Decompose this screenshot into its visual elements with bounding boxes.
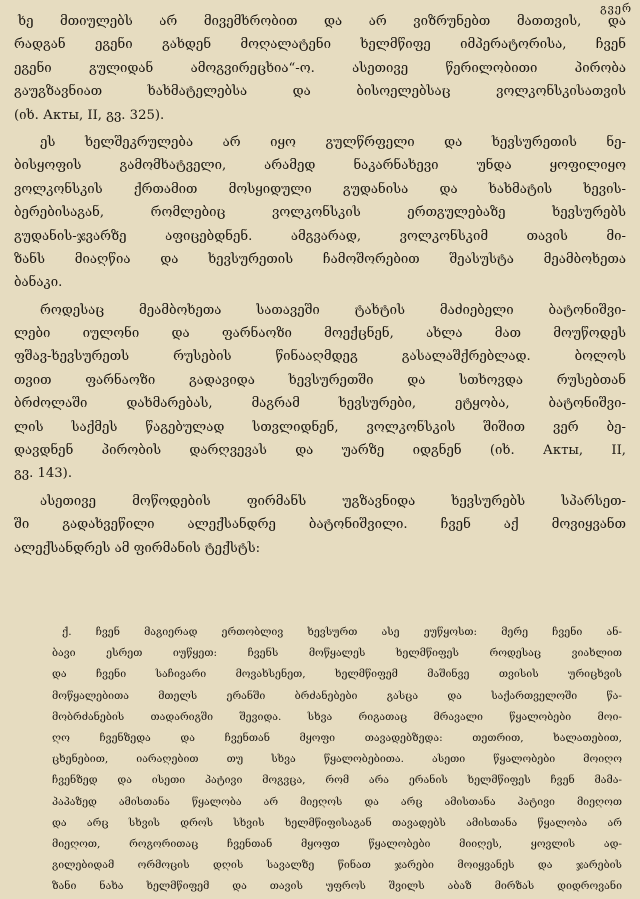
text-line: რადგან ეგენი გახდენ მოღალატენი ხელმწიფე იმპერატორისა, ჩვენ [14, 37, 626, 53]
quote-line: მოწყალებითა მთელს ერანში ბრძანებები გასცა და საქართველოში წა- [52, 689, 622, 702]
paragraph-1 [14, 10, 626, 127]
paragraph-2 [14, 131, 626, 295]
quote-line: გილებიდამ ორმოცის დღის სავალზე წინათ ჯარები მოიყვანეს და ჯარების [52, 859, 622, 872]
text-line: როდესაც მეამბოხეთა სათავეში ტახტის მაძიებელი ბატონიშვი- [40, 302, 626, 318]
text-line: დავდნენ პირობის დარღვევას და უარზე იდგნენ (იხ. Акты, II, [14, 443, 626, 459]
quote-line: და არც სხვის დროს სხვის ხელმწიფისაგან თავადებს ამისთანა წყალობა არ [52, 816, 622, 829]
quote-line: ბავი ესრეთ იუწყეთ: ჩვენს მოწყალეს ხელმწიფეს როდესაც ვიახლით [52, 647, 622, 660]
text-line: გვ. 143). [14, 466, 73, 482]
text-line: ეგენი გულიდან ამოგვირეცხია“-ო. ასეთივე წერილობითი პირობა [14, 60, 626, 76]
text-line: ლები იულონი და ფარნაოზი მოექცნენ, ახლა მათ მოუწოდეს [14, 326, 626, 342]
paragraph-3 [14, 299, 626, 486]
text-line: ხე მთიულებს არ მივემხრობით და არ ვიზრუნებთ მათთვის, და [18, 14, 626, 29]
body-text [14, 10, 626, 560]
text-line: ალექსანდრეს ამ ფირმანის ტექსტს: [14, 540, 261, 556]
text-line: ში გადახვეწილი ალექსანდრე ბატონიშვილი. ჩვენ აქ მოვიყვანთ [14, 517, 626, 533]
quote-line: ქ. ჩვენ მაგიერად ერთობლივ ხევსურთ ასე ეუწყოსთ: მერე ჩვენი ან- [62, 626, 622, 638]
quote-line: მიეღოთ, როგორითაც ჩვენთან მყოფთ წყალობები მიიღეს, ყოვლის ად- [52, 837, 622, 850]
page-number: გვერ [600, 2, 632, 15]
text-line: ფშავ-ხევსურეთს რუსების წინააღმდეგ გასალაშქრებლად. ბოლოს [14, 349, 626, 365]
text-line: ასეთივე მოწოდების ფირმანს უგზავნიდა ხევსურებს სპარსეთ- [40, 493, 626, 509]
firman-quote [52, 622, 622, 897]
quote-line: პაპაზედ ამისთანა წყალობა არ მიეღოს და არც ამისთანა პატივი მიეღოთ [52, 795, 622, 808]
quote-line: მობრძანების თადარიგში შევიდა. სხვა რიგათაც მრავალი წყალობები მოი- [52, 710, 622, 723]
text-line: ბერებისაგან, რომლებიც ვოლკონსკის ერთგულებაზე ხევსურებს [14, 205, 626, 221]
text-line: ბისყოფის გამომხატველი, არამედ ნაკარნახევი უნდა ყოფილიყო [14, 158, 626, 174]
text-line: ზანს მიაღწია და ხევსურეთის ჩამოშორებით შეასუსტა მეამბოხეთა [14, 251, 626, 267]
paragraph-4 [14, 490, 626, 560]
quote-line: ჩვენზედ და ისეთი პატივი მოგვცა, რომ არა ერანის ხელმწიფეს ჩვენ მამა- [52, 774, 622, 787]
quote-line: ღო ჩვენზედა და ჩვენთან მყოფი თავადებზედა: თეთრით, ხალათებით, [52, 731, 622, 744]
quote-line: ზანი ნახა ხელმწიფემ და თავის უფროს შვილს აბაზ მირზას დიდროვანი [52, 880, 622, 893]
text-line: თვით ფარნაოზი გადავიდა ხევსურეთში და სთხოვდა რუსებთან [14, 372, 626, 388]
text-line: გუდანის-ჯვარზე აფიცებდნენ. ამგვარად, ვოლკონსკიმ თავის მი- [14, 228, 626, 244]
text-line: ვოლკონსკის ქრთამით მოსყიდული გუდანისა და ხახმატის ხევის- [14, 181, 626, 197]
quote-line: ცხენებით, იარაღებით თუ სხვა წყალობებითა. ასეთი წყალობები მოიღო [52, 753, 622, 766]
quote-line: და ჩვენი საჩივარი მოვახსენეთ, ხელმწიფემ მაშინვე თვისის ურიცხვის [52, 668, 622, 681]
text-line: (იხ. Акты, II, გვ. 325). [14, 107, 165, 123]
text-line: ბანაკი. [14, 275, 63, 291]
text-line: ლის საქმეს წაგებულად სთვლიდნენ, ვოლკონსკის შიშით ვერ ბე- [14, 419, 626, 435]
text-line: ბრძოლაში დახმარებას, მაგრამ ხევსურები, ეტყობა, ბატონიშვი- [14, 396, 626, 412]
text-line: გაუგზავნიათ ხახმატელებსა და ბისოელებსაც ვოლკონსკისათვის [14, 84, 626, 100]
text-line: ეს ხელშეკრულება არ იყო გულწრფელი და ხევსურეთის ნე- [40, 134, 626, 150]
